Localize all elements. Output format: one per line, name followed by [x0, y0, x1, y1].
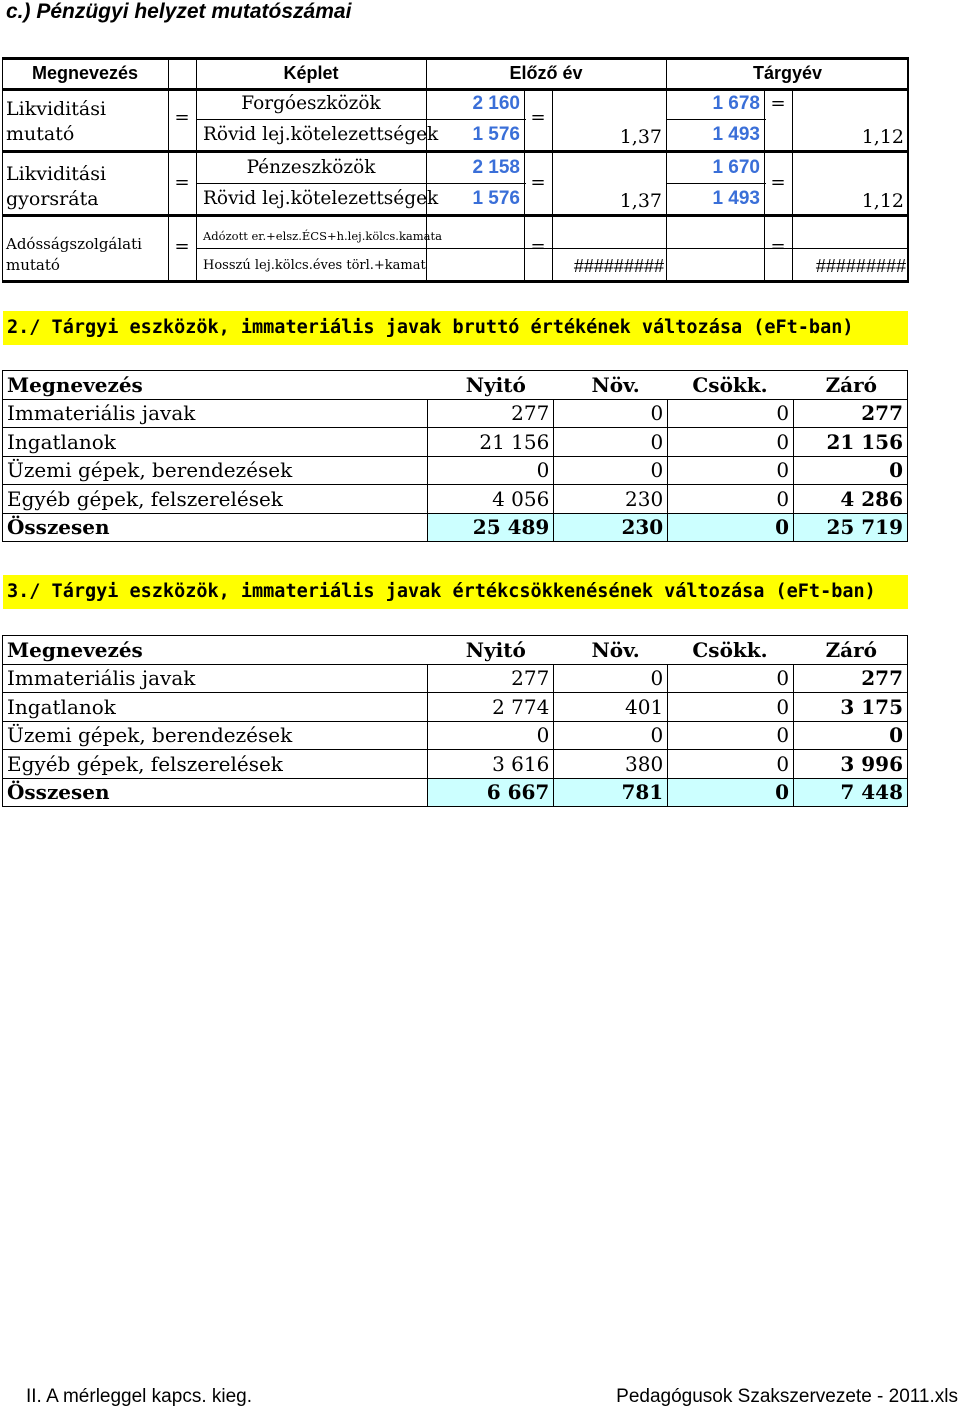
- cell-increase: 230: [554, 485, 668, 514]
- cell-opening: 277: [428, 399, 554, 428]
- row3-prev-ratio: #########: [573, 256, 664, 276]
- table-row: [3, 750, 908, 779]
- page-title: c.) Pénzügyi helyzet mutatószámai: [6, 0, 352, 23]
- footer-right: Pedagógusok Szakszervezete - 2011.xls: [616, 1386, 958, 1407]
- row-label: Egyéb gépek, felszerelések: [3, 750, 428, 779]
- section3-heading: 3./ Tárgyi eszközök, immateriális javak értékcsökkenésének változása (eFt-ban): [3, 575, 908, 609]
- cell-closing: 277: [794, 664, 908, 693]
- col-sep: [552, 88, 553, 283]
- table-row: [3, 693, 908, 722]
- row2-curr-ratio: 1,12: [861, 190, 904, 212]
- section3-table: [2, 635, 908, 807]
- equals-sign: =: [770, 172, 786, 193]
- fraction-line: [666, 183, 766, 184]
- cell-closing: 3 175: [794, 693, 908, 722]
- cell-decrease: 0: [668, 693, 794, 722]
- equals-sign: =: [530, 236, 546, 257]
- cell-increase: 0: [554, 399, 668, 428]
- row1-numerator: Forgóeszközök: [241, 93, 381, 114]
- fraction-line: [196, 248, 666, 249]
- cell-increase: 0: [554, 664, 668, 693]
- row2-name-line2: gyorsráta: [6, 188, 99, 210]
- col-sep: [792, 88, 793, 283]
- row2-curr-num: 1 670: [712, 157, 760, 178]
- cell-decrease: 0: [668, 721, 794, 750]
- header-name: Megnevezés: [31, 63, 139, 83]
- col-header-decrease: Csökk.: [668, 371, 794, 400]
- equals-sign: =: [770, 236, 786, 257]
- cell-decrease: 0: [668, 750, 794, 779]
- row-label: Immateriális javak: [3, 399, 428, 428]
- cell-opening: 6 667: [428, 778, 554, 807]
- cell-opening: 2 774: [428, 693, 554, 722]
- cell-closing: 25 719: [794, 513, 908, 542]
- row2-denominator: Rövid lej.kötelezettségek: [203, 188, 439, 209]
- cell-opening: 3 616: [428, 750, 554, 779]
- row1-curr-num: 1 678: [712, 93, 760, 114]
- cell-closing: 0: [794, 721, 908, 750]
- fraction-line: [196, 119, 526, 120]
- row-label: Üzemi gépek, berendezések: [3, 456, 428, 485]
- cell-increase: 781: [554, 778, 668, 807]
- footer-left: II. A mérleggel kapcs. kieg.: [26, 1386, 253, 1407]
- fraction-line: [666, 119, 766, 120]
- header-curr-year: Tárgyév: [752, 63, 823, 83]
- col-header-name: Megnevezés: [3, 371, 428, 400]
- row1-name-line1: Likviditási: [6, 98, 107, 120]
- row1-prev-den: 1 576: [472, 124, 520, 145]
- header-bottom-border: [2, 88, 909, 91]
- row-label: Immateriális javak: [3, 664, 428, 693]
- cell-opening: 4 056: [428, 485, 554, 514]
- row-label: Üzemi gépek, berendezések: [3, 721, 428, 750]
- row2-name-line1: Likviditási: [6, 163, 107, 185]
- table-row: [3, 721, 908, 750]
- row-label: Egyéb gépek, felszerelések: [3, 485, 428, 514]
- row3-numerator: Adózott er.+elsz.ÉCS+h.lej.kölcs.kamata: [203, 229, 443, 243]
- cell-decrease: 0: [668, 399, 794, 428]
- equals-sign: =: [174, 172, 190, 193]
- cell-decrease: 0: [668, 664, 794, 693]
- row2-prev-ratio: 1,37: [619, 190, 662, 212]
- row2-prev-den: 1 576: [472, 188, 520, 209]
- cell-closing: 7 448: [794, 778, 908, 807]
- row1-curr-ratio: 1,12: [861, 126, 904, 148]
- table-header-row: [3, 371, 908, 400]
- row-label: Ingatlanok: [3, 693, 428, 722]
- header-prev-year: Előző év: [509, 63, 583, 83]
- section2-table: [2, 370, 908, 542]
- cell-opening: 0: [428, 721, 554, 750]
- table-row: [3, 664, 908, 693]
- cell-increase: 401: [554, 693, 668, 722]
- header-formula: Képlet: [283, 63, 339, 83]
- table-bottom-border: [2, 280, 909, 283]
- row-label: Összesen: [3, 778, 428, 807]
- cell-opening: 277: [428, 664, 554, 693]
- table-top-border: [2, 57, 909, 60]
- row1-curr-den: 1 493: [712, 124, 760, 145]
- col-header-increase: Növ.: [554, 636, 668, 665]
- row3-curr-ratio: #########: [815, 256, 906, 276]
- table-header-row: [3, 636, 908, 665]
- row2-prev-num: 2 158: [472, 157, 520, 178]
- col-header-opening: Nyitó: [428, 636, 554, 665]
- row2-numerator: Pénzeszközök: [246, 157, 376, 178]
- cell-closing: 277: [794, 399, 908, 428]
- section2-heading: 2./ Tárgyi eszközök, immateriális javak bruttó értékének változása (eFt-ban): [3, 311, 908, 345]
- equals-sign: =: [174, 236, 190, 257]
- cell-decrease: 0: [668, 513, 794, 542]
- cell-increase: 0: [554, 456, 668, 485]
- total-row: [3, 513, 908, 542]
- table-row: [3, 428, 908, 457]
- fraction-line: [196, 183, 526, 184]
- col-header-name: Megnevezés: [3, 636, 428, 665]
- row1-name-line2: mutató: [6, 123, 75, 145]
- row2-curr-den: 1 493: [712, 188, 760, 209]
- table-row: [3, 456, 908, 485]
- row1-prev-num: 2 160: [472, 93, 520, 114]
- cell-closing: 0: [794, 456, 908, 485]
- equals-sign: =: [770, 93, 786, 114]
- row3-name-line1: Adósságszolgálati: [6, 235, 142, 253]
- equals-sign: =: [530, 107, 546, 128]
- col-header-opening: Nyitó: [428, 371, 554, 400]
- row2-bottom-border: [2, 214, 909, 217]
- cell-closing: 21 156: [794, 428, 908, 457]
- cell-opening: 21 156: [428, 428, 554, 457]
- equals-sign: =: [174, 107, 190, 128]
- cell-increase: 0: [554, 721, 668, 750]
- col-header-closing: Záró: [794, 371, 908, 400]
- cell-opening: 25 489: [428, 513, 554, 542]
- cell-opening: 0: [428, 456, 554, 485]
- total-row: [3, 778, 908, 807]
- row3-name-line2: mutató: [6, 256, 60, 274]
- row3-denominator: Hosszú lej.kölcs.éves törl.+kamat: [203, 258, 426, 273]
- cell-closing: 3 996: [794, 750, 908, 779]
- cell-increase: 380: [554, 750, 668, 779]
- cell-decrease: 0: [668, 778, 794, 807]
- col-header-increase: Növ.: [554, 371, 668, 400]
- row1-prev-ratio: 1,37: [619, 126, 662, 148]
- col-header-decrease: Csökk.: [668, 636, 794, 665]
- cell-increase: 230: [554, 513, 668, 542]
- table-row: [3, 399, 908, 428]
- cell-decrease: 0: [668, 485, 794, 514]
- col-header-closing: Záró: [794, 636, 908, 665]
- equals-sign: =: [530, 172, 546, 193]
- cell-closing: 4 286: [794, 485, 908, 514]
- row-label: Összesen: [3, 513, 428, 542]
- row1-bottom-border: [2, 150, 909, 153]
- row1-denominator: Rövid lej.kötelezettségek: [203, 124, 439, 145]
- cell-increase: 0: [554, 428, 668, 457]
- cell-decrease: 0: [668, 456, 794, 485]
- table-row: [3, 485, 908, 514]
- cell-decrease: 0: [668, 428, 794, 457]
- row-label: Ingatlanok: [3, 428, 428, 457]
